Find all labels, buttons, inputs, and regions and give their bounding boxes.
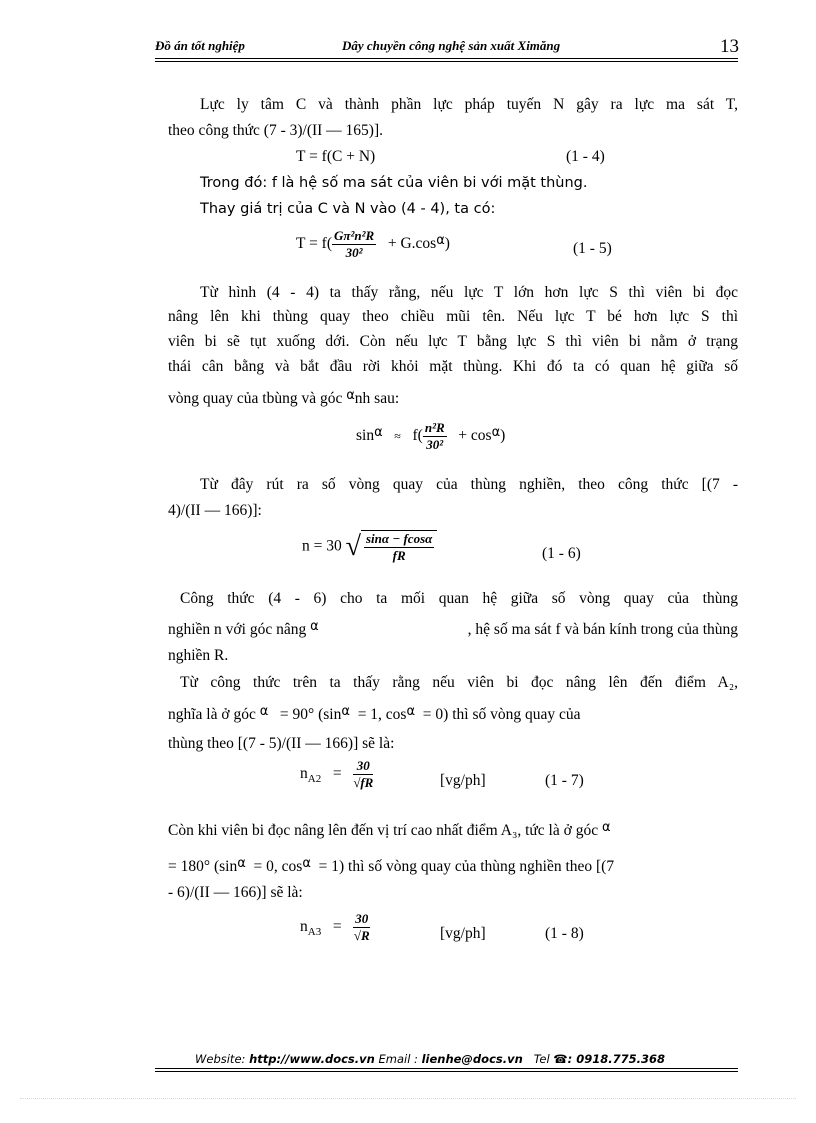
footer-tel: : 0918.775.368 (567, 1052, 665, 1066)
alpha-symbol: α (302, 856, 311, 871)
eq15-mid: + G.cos (387, 235, 437, 253)
eq17-lhs: n (300, 765, 308, 783)
header-center: Dây chuyền công nghệ sản xuất Ximăng (342, 38, 561, 53)
eq16-frac-num: sinα − fcosα (366, 531, 433, 546)
p4-last-b: nh sau: (354, 390, 400, 407)
equation-1-7-unit: [vg/ph] (440, 772, 486, 789)
p7-b-3: = 1, cos (357, 706, 407, 723)
eq16-lhs: n = 30 (302, 537, 342, 555)
p2-line: Trong đó: f là hệ số ma sát của viên bi với mặt thùng. (200, 175, 588, 191)
alpha-symbol: α (310, 619, 319, 634)
eq18-frac-den-text: R (360, 928, 370, 943)
p7-line-a: Từ công thức trên ta thấy rằng nếu viên bi đọc nâng lên đến điểm A₂, (180, 674, 738, 691)
p8-line-b (168, 858, 614, 876)
eq15-close: ) (444, 235, 450, 253)
p7-b-4: = 0) thì số vòng quay của (422, 706, 581, 723)
p6-b-a: nghiền n với góc nâng (168, 621, 307, 638)
sqrt-sign: √ (345, 531, 361, 562)
p7-line-c: thùng theo [(7 - 5)/(II — 166)] sẽ là: (168, 735, 395, 752)
equation-1-5 (296, 228, 450, 261)
eq17-frac-den: √fR (353, 775, 374, 790)
p4-line-1: Từ hình (4 - 4) ta thấy rằng, nếu lực T lớn hơn lực S thì viên bi đọc (200, 284, 738, 301)
p6-b-b: , hệ số ma sát f và bán kính trong của thùng (467, 621, 738, 638)
p4-line-4: thái cân bằng và bắt đầu rời khỏi mặt thùng. Khi đó ta có quan hệ giữa số (168, 358, 738, 375)
eq18-lhs: n (300, 918, 308, 936)
alpha-symbol: α (341, 704, 350, 719)
eq-sin-approx: ≈ (394, 429, 401, 444)
eq18-frac-den: √R (353, 928, 370, 943)
p7-b-2: = 90° (sin (279, 706, 342, 723)
eq18-sub: A3 (307, 926, 322, 939)
p4-line-3: viên bi sẽ tụt xuống dới. Còn nếu lực T bằng lực S thì viên bi nằm ở trạng (168, 333, 738, 350)
p8-a: Còn khi viên bi đọc nâng lên đến vị trí cao nhất điểm A₃, tức là ở góc (168, 822, 599, 839)
eq-sin-f: f( (412, 427, 423, 445)
equation-1-7-number: (1 - 7) (545, 772, 584, 789)
eq18-eq: = (332, 918, 342, 936)
p8-b-2: = 0, cos (253, 858, 303, 875)
eq15-lhs: T = f( (296, 235, 333, 253)
p6-line-a: Công thức (4 - 6) cho ta mối quan hệ giữa số vòng quay của thùng (180, 590, 738, 607)
equation-1-8-unit: [vg/ph] (440, 925, 486, 942)
header-rule-2 (155, 61, 738, 62)
eq17-eq: = (332, 765, 342, 783)
equation-1-6 (302, 530, 437, 564)
equation-1-7 (300, 758, 373, 791)
p4-line-5 (168, 390, 399, 408)
p3-line: Thay giá trị của C và N vào (4 - 4), ta có: (200, 201, 496, 217)
eq18-fraction (353, 911, 370, 944)
alpha-symbol: α (237, 856, 246, 871)
header-left: Đồ án tốt nghiệp (155, 38, 245, 53)
equation-sin-alpha (356, 420, 505, 453)
eq-sin-mid: + cos (458, 427, 492, 445)
eq15-frac-num: Gπ²n²R (334, 228, 375, 243)
footer-rule-2 (155, 1071, 738, 1072)
alpha-symbol: α (436, 233, 445, 249)
p6-line-c: nghiền R. (168, 647, 229, 664)
eq17-sub: A2 (307, 773, 322, 786)
alpha-symbol: α (406, 704, 416, 719)
footer-email[interactable]: lienhe@docs.vn (421, 1052, 523, 1066)
p1-line-b: theo công thức (7 - 3)/(II — 165)]. (168, 122, 384, 139)
header-rule (155, 58, 738, 59)
equation-1-6-number: (1 - 6) (542, 545, 581, 562)
p4-line-2: nâng lên khi thùng quay theo chiều mũi tên. Nếu lực T bé hơn lực S thì (168, 308, 738, 325)
alpha-symbol: α (374, 425, 383, 441)
eq16-fraction (364, 531, 434, 564)
eq17-frac-num: 30 (353, 758, 373, 775)
p1-line-a: Lực ly tâm C và thành phần lực pháp tuyến N gây ra lực ma sát T, (200, 96, 738, 113)
eq-sin-frac-den: 30² (426, 437, 444, 452)
alpha-symbol: α (259, 704, 269, 719)
eq-sin-frac-num: n²R (424, 420, 445, 435)
phone-icon: ☎ (553, 1052, 568, 1066)
alpha-symbol: α (346, 388, 355, 403)
equation-1-8-number: (1 - 8) (545, 925, 584, 942)
p8-b-3: = 1) thì số vòng quay của thùng nghiền theo [(7 (318, 858, 615, 875)
eq15-fraction (332, 228, 376, 261)
equation-1-4: T = f(C + N) (296, 148, 376, 165)
p8-line-c: - 6)/(II — 166)] sẽ là: (168, 884, 303, 901)
eq-sin-close: ) (500, 427, 506, 445)
eq16-frac-den: fR (392, 548, 406, 563)
p8-b-1: = 180° (sin (168, 858, 238, 875)
eq18-frac-num: 30 (355, 911, 369, 926)
page-edge-dots (20, 1098, 796, 1099)
p5-line-b: 4)/(II — 166)]: (168, 502, 262, 519)
p7-b-1: nghĩa là ở góc (168, 706, 256, 723)
eq17-fraction (353, 758, 373, 791)
p6-line-b (168, 621, 738, 639)
footer-rule (155, 1068, 738, 1069)
footer-website[interactable]: http://www.docs.vn (249, 1052, 375, 1066)
eq-sin-lhs: sin (356, 427, 375, 445)
page-number: 13 (720, 36, 739, 57)
p7-line-b (168, 706, 580, 724)
footer-tel-label: Tel (533, 1052, 550, 1066)
eq-sin-fraction (423, 420, 447, 453)
equation-1-5-number: (1 - 5) (573, 240, 612, 257)
p8-line-a (168, 822, 611, 840)
eq17-frac-den-text: fR (360, 775, 374, 790)
p5-line-a: Từ đây rút ra số vòng quay của thùng nghiền, theo công thức [(7 - (200, 476, 738, 493)
alpha-symbol: α (601, 820, 611, 835)
footer-website-label: Website: (195, 1052, 246, 1066)
alpha-symbol: α (491, 425, 501, 441)
equation-1-4-number: (1 - 4) (566, 148, 605, 165)
eq15-frac-den: 30² (345, 245, 363, 260)
footer-contact (195, 1052, 665, 1066)
eq16-sqrt (361, 530, 437, 564)
equation-1-8 (300, 911, 370, 944)
footer-email-label: Email : (378, 1052, 418, 1066)
p4-last-a: vòng quay của tbùng và góc (168, 390, 343, 407)
